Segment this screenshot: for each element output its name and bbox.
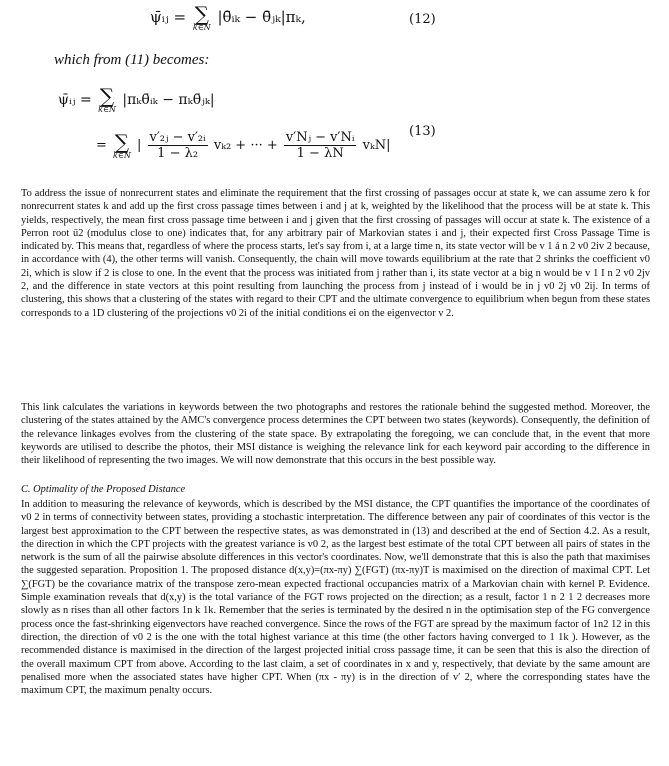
paragraph-cross-passage: To address the issue of nonrecurrent states and eliminate the requirement that the first crossing of passages occur at state k, we can assume zero k for nonrecurrent states k and add up the first cross passage times between i and j at k, weighted by the likelihood that the process will be at state k. This yields, respectively, the mean first cross passage time between i and j given that the first crossing of passages will occur at state k. The existence of a Perron root ű2 (modulus close to one) indicates that, for any arbitrary pair of Markovian states i and j, their expected first Cross Passage Time is indicated by. This means that, regardless of where the process starts, let's say from i, at a large time n, its state vector will be v 1 á n 2 v0 2iv 2 because, in accordance with (4), the other terms will vanish. Consequently, the chain will move towards equilibrium at the rate that 2 shrinks the coefficient v0 2i, which is slow if 2 is close to one. In the event that the process was initiated from j rather than i, its state vector at a big n would be v 1 I n 2 v0 2jv 2, and the difference in state vectors at this point resulting from launching the process from j instead of i would be in j v0 2j v0 2ij. In terms of clustering, this shows that a clustering of the states with regard to their CPT and the ultimate convergence to equilibrium when begun from these states corresponds to a 1D clustering of the projections v0 2i of the initial conditions ei on the eigenvector v 2. (21, 188, 650, 319)
paragraph-keyword-link: This link calculates the variations in keywords between the two photographs and restores the rationale behind the suggested method. Moreover, the clustering of the states attained by the AMC's convergence process determines the CPT between two states (keywords). Consequently, the definition of the relevance linkages evolves from the clustering of the state space. By extrapolating the foregoing, we can conclude that, in the event that more keywords are utilised to describe the photos, their MSI distance is weighing the relevance link for each keyword pair according to the difference in their likelihood of representing the two images. We will now demonstrate that this occurs in the best possible way. (21, 402, 650, 467)
eq13-term2-suffix: vₖN| (362, 138, 391, 153)
lead-text: which from (11) becomes: (54, 52, 210, 68)
equation-13-line2: = ∑ k∈N | $\frac{\text{v′₂ⱼ − v′₂ᵢ}}{\text{1 − λ₂}}$ vₖ₂ + ··· + $\frac{\text{v′Nⱼ − v′Nᵢ}}{1 - \lambda N}$ vₖN| (96, 129, 391, 161)
section-heading: C. Optimality of the Proposed Distance (21, 484, 186, 495)
eq13-sum-2: ∑ k∈N (113, 129, 131, 160)
eq12-body: |θ̄ᵢₖ − θ̄ⱼₖ|πₖ, (217, 8, 306, 26)
equation-13-number: (13) (409, 124, 436, 139)
eq13-fraction-1 (148, 130, 208, 161)
paragraph-optimality: In addition to measuring the relevance of keywords, which is described by the MSI distance, the CPT quantifies the importance of the coordinates of v0 2 in terms of connectivity between states, providing a stochastic interpretation. The difference between any pair of coordinates of this vector is the largest best approximation to the CPT between the respective states, as was demonstrated in (13) and described at the end of Section 4.2. As a result, the direction in which the CPT projects with the greatest variance is v0 2, as the largest best estimate of the total CPT between all pairs of states in the network is the sum of all the pairwise absolute differences in this vector's coordinates. Now, we'll demonstrate that this is also the path that maximises the suggested separation. Proposition 1. The proposed distance d(x,y)=(πx-πy) ∑(FGT) (πx-πy)T is maximised on the direction of maximal CPT. Let ∑(FGT) be the covariance matrix of the transpose zero-mean expected fractional occupancies matrix of a Markovian chain with kernel P. Evidence. Simple examination reveals that d(x,y) is the total variance of the FGT rows projected on the direction; as a result, factor 1 n 2 1 2 decreases more slowly as n rises than all other factors 1n k 1k. Remember that the series is terminated by the desired n in the optimisation step of the FG convergence process once the fast-shrinking eigenvectors have reached convergence. Since the rows of the FGT are spread by the maximum factor of 1n2 12 in this direction, the direction of v0 2 is the one with the total highest variance at this time (the other factors having converged to 1 1k ). However, as the recommended distance is maximised in the direction of the largest projected initial cross passage time, it can be seen that this is also the direction of the overall maximum CPT from above. According to the last claim, a set of coordinates in x and y, respectively, that deviate by the same amount are penalised more when the associated states have higher CPT. When (πx - πy) is in the direction of v′ 2, where the corresponding states have the maximum CPT, the maximum penalty occurs. (21, 499, 650, 697)
eq13-term1-suffix: vₖ₂ + ··· + (213, 138, 278, 153)
equation-12-number: (12) (409, 12, 436, 27)
eq13-frac1-numerator: v′₂ⱼ − v′₂ᵢ (149, 130, 206, 145)
eq13-fraction-2 (284, 130, 357, 161)
eq13-sum-2-limit: k∈N (113, 150, 131, 160)
eq13-frac2-numerator: v′Nⱼ − v′Nᵢ (285, 130, 355, 145)
eq12-sum-limit: k∈N (192, 23, 211, 32)
eq13-frac2-denominator: 1 − λN (296, 146, 344, 161)
eq13-frac1-denominator: 1 − λ₂ (157, 146, 199, 161)
eq13-sum-1: ∑ k∈N (98, 84, 116, 114)
eq13-sum-1-limit: k∈N (98, 105, 116, 114)
equation-13-line1 (58, 86, 215, 114)
eq13-line1-body: |πₖθ̄ᵢₖ − πₖθ̄ⱼₖ| (122, 92, 215, 108)
equation-12 (150, 4, 306, 32)
eq12-sum: ∑ k∈N (192, 2, 211, 32)
eq12-lhs: ψ̄ᵢⱼ = (150, 8, 187, 26)
eq13-lhs: ψ̄ᵢⱼ = (58, 92, 92, 108)
eq13-line2-eq: = (96, 138, 107, 153)
